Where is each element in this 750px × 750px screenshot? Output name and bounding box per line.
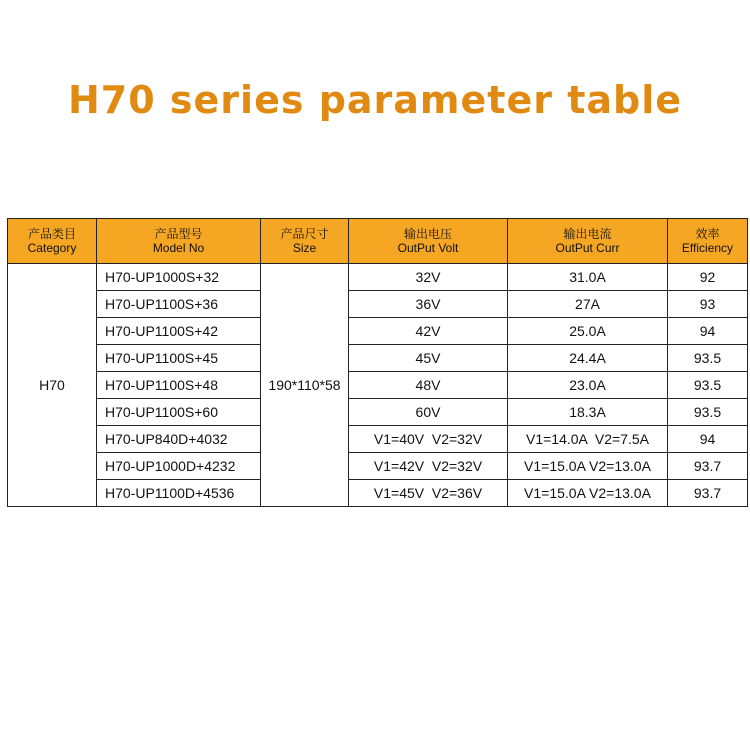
table-header: [8, 219, 748, 264]
table-row: [8, 345, 748, 372]
header-volt: [349, 219, 508, 264]
header-curr: [508, 219, 668, 264]
volt-cell: V1=45V V2=36V: [349, 480, 508, 507]
curr-cell: V1=14.0A V2=7.5A: [508, 426, 668, 453]
curr-cell: 18.3A: [508, 399, 668, 426]
efficiency-cell: 92: [668, 264, 748, 291]
efficiency-cell: 93: [668, 291, 748, 318]
table-row: [8, 372, 748, 399]
header-size-zh: 产品尺寸: [280, 227, 329, 241]
header-curr-en: OutPut Curr: [555, 241, 620, 255]
table-row: [8, 426, 748, 453]
efficiency-cell: 93.5: [668, 399, 748, 426]
header-size: [261, 219, 349, 264]
efficiency-cell: 93.5: [668, 345, 748, 372]
header-model-en: Model No: [152, 241, 205, 255]
model-cell: H70-UP1000S+32: [97, 264, 261, 291]
volt-cell: 42V: [349, 318, 508, 345]
model-cell: H70-UP1100S+48: [97, 372, 261, 399]
header-efficiency: [668, 219, 748, 264]
efficiency-cell: 93.7: [668, 480, 748, 507]
table-row: [8, 399, 748, 426]
parameter-table: [7, 218, 748, 507]
header-row: [8, 219, 748, 264]
curr-cell: 31.0A: [508, 264, 668, 291]
model-cell: H70-UP1000D+4232: [97, 453, 261, 480]
category-cell: H70: [8, 264, 97, 507]
table-row: [8, 480, 748, 507]
header-category-en: Category: [27, 241, 77, 255]
header-volt-en: OutPut Volt: [397, 241, 459, 255]
table-row: [8, 318, 748, 345]
curr-cell: 23.0A: [508, 372, 668, 399]
efficiency-cell: 93.5: [668, 372, 748, 399]
page-title: H70 series parameter table: [68, 78, 682, 122]
header-model: [97, 219, 261, 264]
header-curr-zh: 输出电流: [563, 227, 612, 241]
curr-cell: V1=15.0A V2=13.0A: [508, 453, 668, 480]
table-body: [8, 264, 748, 507]
size-cell: 190*110*58: [261, 264, 349, 507]
curr-cell: 27A: [508, 291, 668, 318]
header-efficiency-zh: 效率: [695, 227, 720, 241]
model-cell: H70-UP1100S+42: [97, 318, 261, 345]
table-row: [8, 453, 748, 480]
volt-cell: 32V: [349, 264, 508, 291]
efficiency-cell: 94: [668, 318, 748, 345]
volt-cell: V1=42V V2=32V: [349, 453, 508, 480]
volt-cell: 36V: [349, 291, 508, 318]
curr-cell: 25.0A: [508, 318, 668, 345]
efficiency-cell: 94: [668, 426, 748, 453]
efficiency-cell: 93.7: [668, 453, 748, 480]
volt-cell: 48V: [349, 372, 508, 399]
model-cell: H70-UP840D+4032: [97, 426, 261, 453]
header-volt-zh: 输出电压: [403, 227, 452, 241]
curr-cell: V1=15.0A V2=13.0A: [508, 480, 668, 507]
volt-cell: 45V: [349, 345, 508, 372]
header-size-en: Size: [292, 241, 317, 255]
curr-cell: 24.4A: [508, 345, 668, 372]
header-category: [8, 219, 97, 264]
header-category-zh: 产品类目: [27, 227, 76, 241]
volt-cell: V1=40V V2=32V: [349, 426, 508, 453]
header-efficiency-en: Efficiency: [681, 241, 734, 255]
model-cell: H70-UP1100S+36: [97, 291, 261, 318]
volt-cell: 60V: [349, 399, 508, 426]
model-cell: H70-UP1100S+60: [97, 399, 261, 426]
model-cell: H70-UP1100S+45: [97, 345, 261, 372]
table-row: [8, 264, 748, 291]
model-cell: H70-UP1100D+4536: [97, 480, 261, 507]
table-row: [8, 291, 748, 318]
header-model-zh: 产品型号: [154, 227, 203, 241]
